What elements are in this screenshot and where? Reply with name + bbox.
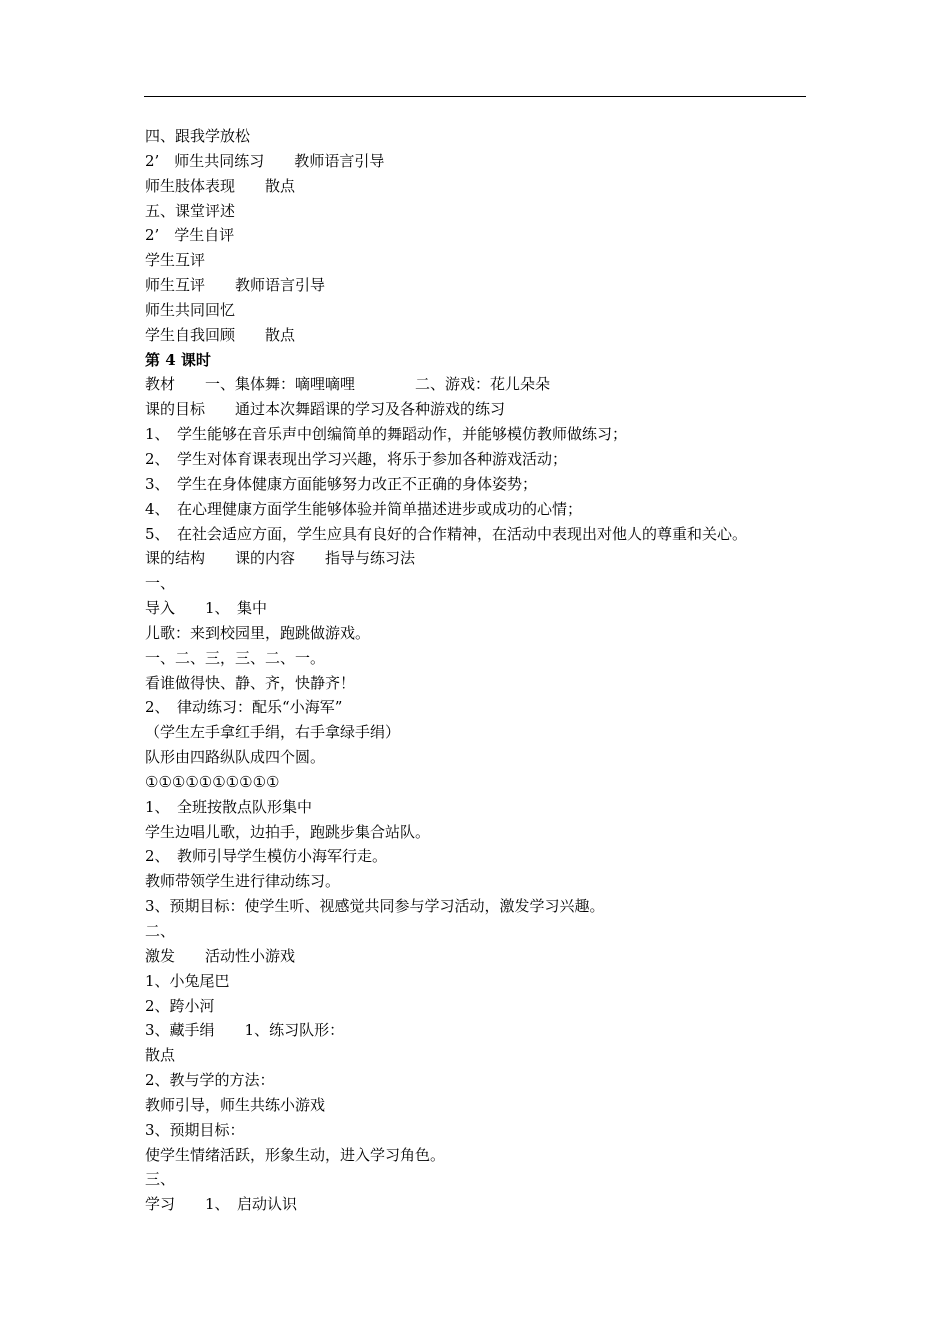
text-line: 学生边唱儿歌，边拍手，跑跳步集合站队。 bbox=[145, 822, 431, 841]
text-line: 3、 学生在身体健康方面能够努力改正不正确的身体姿势； bbox=[145, 474, 538, 493]
text-line: 队形由四路纵队成四个圆。 bbox=[145, 748, 326, 767]
text-line: 学习 1、 启动认识 bbox=[145, 1195, 298, 1214]
text-line: 2、 教师引导学生模仿小海军行走。 bbox=[145, 847, 388, 866]
text-line: 学生自我回顾 散点 bbox=[145, 325, 296, 344]
text-line: 5、 在社会适应方面，学生应具有良好的合作精神，在活动中表现出对他人的尊重和关心。 bbox=[145, 524, 748, 543]
text-line: 课的结构 课的内容 指导与练习法 bbox=[145, 549, 416, 568]
text-line: 课的目标 通过本次舞蹈课的学习及各种游戏的练习 bbox=[145, 400, 506, 419]
text-line: 3、藏手绢 1、练习队形： bbox=[145, 1021, 345, 1040]
text-line: 2、 学生对体育课表现出学习兴趣，将乐于参加各种游戏活动； bbox=[145, 449, 568, 468]
section-heading: 第 4 课时 bbox=[145, 350, 211, 369]
text-line: 使学生情绪活跃，形象生动，进入学习角色。 bbox=[145, 1145, 446, 1164]
text-line: ①①①①①①①①①① bbox=[145, 772, 280, 791]
text-line: 一、二、三，三、二、一。 bbox=[145, 648, 326, 667]
text-line: 看谁做得快、静、齐，快静齐！ bbox=[145, 673, 356, 692]
text-line: 1、 全班按散点队形集中 bbox=[145, 797, 313, 816]
text-line: 学生互评 bbox=[145, 251, 206, 270]
text-line: 师生共同回忆 bbox=[145, 300, 236, 319]
text-line: 3、预期目标： bbox=[145, 1120, 245, 1139]
text-line: 导入 1、 集中 bbox=[145, 599, 268, 618]
text-line: 1、 学生能够在音乐声中创编简单的舞蹈动作，并能够模仿教师做练习； bbox=[145, 425, 628, 444]
text-line: 二、 bbox=[145, 922, 176, 940]
text-line: 2’ 学生自评 bbox=[145, 226, 235, 245]
text-line: 1、小兔尾巴 bbox=[145, 971, 230, 990]
text-line: 4、 在心理健康方面学生能够体验并简单描述进步或成功的心情； bbox=[145, 499, 583, 518]
text-line: 三、 bbox=[145, 1170, 176, 1189]
text-line: 师生互评 教师语言引导 bbox=[145, 276, 326, 295]
text-line: 儿歌：来到校园里，跑跳做游戏。 bbox=[145, 623, 371, 642]
text-line: 3、预期目标：使学生听、视感觉共同参与学习活动，激发学习兴趣。 bbox=[145, 897, 605, 916]
text-line: 教师带领学生进行律动练习。 bbox=[145, 872, 341, 891]
header-rule bbox=[144, 96, 806, 97]
text-line: 五、课堂评述 bbox=[145, 201, 236, 220]
text-line: 散点 bbox=[145, 1046, 176, 1065]
text-line: 教材 一、集体舞：嘀哩嘀哩 二、游戏：花儿朵朵 bbox=[145, 375, 551, 394]
text-line: 师生肢体表现 散点 bbox=[145, 176, 296, 195]
text-line: 一、 bbox=[145, 574, 176, 593]
text-line: 2、教与学的方法： bbox=[145, 1071, 275, 1090]
text-line: 教师引导，师生共练小游戏 bbox=[145, 1095, 326, 1114]
document-body bbox=[145, 124, 825, 1217]
text-line: 四、跟我学放松 bbox=[145, 127, 251, 145]
text-line: 2、 律动练习：配乐“小海军” bbox=[145, 698, 343, 717]
text-line: 激发 活动性小游戏 bbox=[145, 946, 296, 965]
text-line: 2、跨小河 bbox=[145, 996, 215, 1015]
text-line: 2’ 师生共同练习 教师语言引导 bbox=[145, 151, 385, 170]
text-line: （学生左手拿红手绢，右手拿绿手绢） bbox=[145, 723, 401, 742]
